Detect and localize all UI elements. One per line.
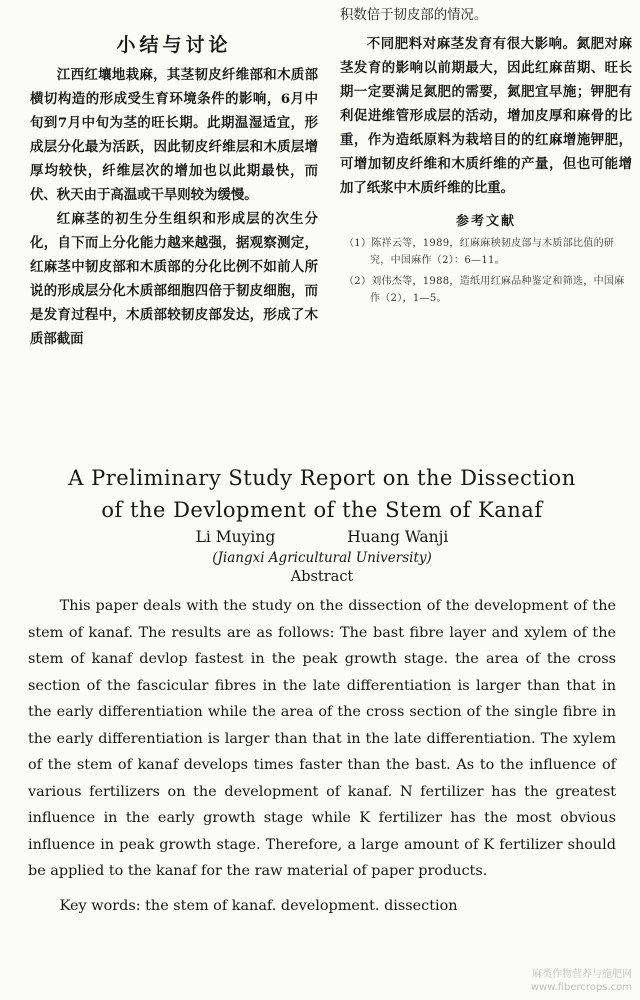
paper-title-line-2: of the Devlopment of the Stem of Kanaf (101, 498, 543, 522)
continued-sentence: 积数倍于韧皮部的情况。 (340, 8, 488, 23)
summary-paragraph-1: 江西红壤地栽麻，其茎韧皮纤维部和木质部横切构造的形成受生育环境条件的影响，6月中旬到7月中旬为茎的旺长期。此期温湿适宜，形成层分化最为活跃，因此韧皮纤维层和木质层增厚均较快，纤维层次的增加也以此期最快，而伏、秋天由于高温或干旱则较为缓慢。 (30, 67, 318, 203)
summary-paragraph-2: 红麻茎的初生分生组织和形成层的次生分化，自下而上分化能力越来越强，据观察测定，红麻茎中韧皮部和木质部的分化比例不如前人所说的形成层分化木质部细胞四倍于韧皮细胞，而是发育过程中，木质部较韧皮部发达，形成了木质部截面 (30, 211, 318, 347)
watermark-line: www.fibercrops.com (530, 982, 632, 993)
section-title: 小结与讨论 (116, 34, 232, 56)
right-column (340, 0, 632, 311)
watermark-line: 麻类作物营养与施肥网 (532, 969, 632, 980)
authors (28, 528, 616, 546)
reference-item: （1）陈祥云等，1989，红麻麻秧韧皮部与木质部比值的研究，中国麻作（2）：6—11。 (344, 238, 615, 266)
english-abstract-section (28, 462, 616, 919)
left-column (30, 0, 318, 351)
fertilizer-paragraph: 不同肥料对麻茎发育有很大影响。氮肥对麻茎发育的影响以前期最大，因此红麻苗期、旺长期一定要满足氮肥的需要，氮肥宜早施；钾肥有利促进维管形成层的活动，增加皮厚和麻骨的比重，作为造纸原料为栽培目的的红麻增施钾肥，可增加韧皮纤维和木质纤维的产量，但也可能增加了纸浆中木质纤维的比重。 (340, 36, 632, 196)
paper-title (28, 462, 616, 526)
watermark (531, 968, 632, 994)
reference-item: （2）刘伟杰等，1988，造纸用红麻品种鉴定和筛选，中国麻作（2），1—5。 (344, 276, 625, 304)
author-name: Huang Wanji (347, 528, 449, 546)
abstract-text: This paper deals with the study on the dissection of the development of the stem of kanaf. The results are as follows: The bast fibre layer and xylem of the stem of kanaf devlop fastest in the peak growth stage. the area of the cross section of the fascicular fibres in the late differentiation is larger than that in the early differentiation while the area of the cross section of the single fibre in the early differentiation is larger than that in the late differentiation. The xylem of the stem of kanaf develops times faster than the bast. As to the influence of various fertilizers on the development of kanaf. N fertilizer has the greatest influence in the early growth stage while K fertilizer has the most obvious influence in peak growth stage. Therefore, a large amount of K fertilizer should be applied to the kanaf for the raw material of paper products. (28, 598, 616, 879)
references-title: 参考文献 (455, 214, 516, 229)
affiliation: (Jiangxi Agricultural University) (212, 550, 432, 566)
abstract-heading: Abstract (290, 569, 354, 585)
keywords: Key words: the stem of kanaf. development. dissection (59, 897, 458, 914)
paper-title-line-1: A Preliminary Study Report on the Dissection (68, 466, 576, 490)
author-name: Li Muying (195, 528, 276, 546)
